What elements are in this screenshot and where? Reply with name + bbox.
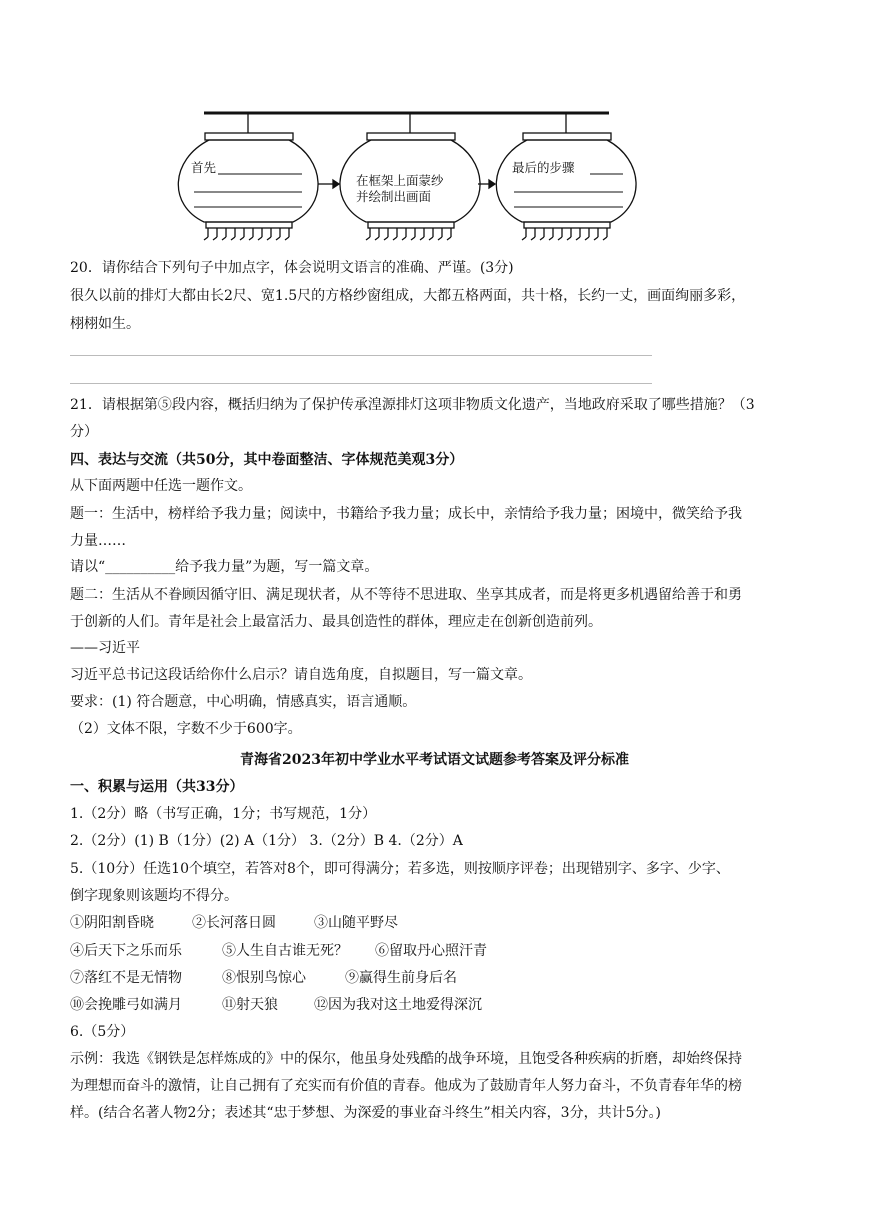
step-middle-line2: 并绘制出画面 xyxy=(356,189,432,204)
answer-1: 1.（2分）略（书写正确，1分；书写规范，1分） xyxy=(70,806,377,822)
fill-answer: ⑥留取丹心照汗青 xyxy=(375,943,487,959)
topic-1-line1: 题一：生活中，榜样给予我力量；阅读中，书籍给予我力量；成长中，亲情给予我力量；困境中，微笑给予我 xyxy=(70,506,742,522)
fill-answer: ④后天下之乐而乐 xyxy=(70,943,182,959)
topic-2-line1: 题二：生活从不眷顾因循守旧、满足现状者，从不等待不思进取、坐享其成者，而是将更多机遇留给善于和勇 xyxy=(70,587,742,603)
section-4-intro: 从下面两题中任选一题作文。 xyxy=(70,478,252,494)
question-20-quote-line1: 很久以前的排灯大都由长2尺、宽1.5尺的方格纱窗组成，大都五格两面，共十格，长约一丈，画面绚丽多彩， xyxy=(70,288,746,304)
fill-answer: ⑪射天狼 xyxy=(222,997,278,1013)
topic-2-line2: 于创新的人们。青年是社会上最富活力、最具创造性的群体，理应走在创新创造前列。 xyxy=(70,614,602,630)
answer-6-line1: 示例：我选《钢铁是怎样炼成的》中的保尔，他虽身处残酷的战争环境，且饱受各种疾病的折磨，却始终保持 xyxy=(70,1051,742,1067)
topic-1-line2: 力量…… xyxy=(70,533,126,549)
answer-6-line2: 为理想而奋斗的激情，让自己拥有了充实而有价值的青春。他成为了鼓励青年人努力奋斗，不负青春年华的榜 xyxy=(70,1078,742,1094)
answer-rule-2 xyxy=(70,383,652,384)
answer-key-title: 青海省2023年初中学业水平考试语文试题参考答案及评分标准 xyxy=(240,752,629,768)
lantern-process-diagram xyxy=(0,0,869,250)
answer-5-line1: 5.（10分）任选10个填空，若答对8个，即可得满分；若多选，则按顺序评卷；出现错别字、多字、少字、 xyxy=(70,861,730,877)
requirement-2: （2）文体不限，字数不少于600字。 xyxy=(70,721,302,737)
question-21-line1: 21．请根据第⑤段内容，概括归纳为了保护传承湟源排灯这项非物质文化遗产，当地政府采取了哪些措施？（3 xyxy=(70,397,755,413)
topic-2-line4: 习近平总书记这段话给你什么启示？请自选角度，自拟题目，写一篇文章。 xyxy=(70,667,532,683)
requirement-1: 要求：(1) 符合题意，中心明确，情感真实，语言通顺。 xyxy=(70,694,417,710)
fill-answer: ⑨赢得生前身后名 xyxy=(345,970,457,986)
lantern-1 xyxy=(178,133,318,240)
answer-6-line3: 样。(结合名著人物2分；表述其“忠于梦想、为深爱的事业奋斗终生”相关内容，3分，共计5分。) xyxy=(70,1105,661,1121)
answer-2-4: 2.（2分）(1) B（1分）(2) A（1分） 3.（2分）B 4.（2分）A xyxy=(70,833,463,849)
step-first-label: 首先 xyxy=(191,160,217,175)
fill-answer: ①阴阳割昏晓 xyxy=(70,915,154,931)
fill-answer: ②长河落日圆 xyxy=(192,915,276,931)
answer-5-line2: 倒字现象则该题均不得分。 xyxy=(70,888,238,904)
answer-6-heading: 6.（5分） xyxy=(70,1024,135,1040)
step-last-label: 最后的步骤 xyxy=(512,160,575,175)
fill-answer: ⑧恨别鸟惊心 xyxy=(222,970,306,986)
lantern-3 xyxy=(496,133,636,240)
question-21-line2: 分） xyxy=(70,424,98,440)
fill-answer: ⑫因为我对这土地爱得深沉 xyxy=(314,997,482,1013)
fill-answer: ⑤人生自古谁无死？ xyxy=(222,943,348,959)
question-20-prompt: 20．请你结合下列句子中加点字，体会说明文语言的准确、严谨。(3分) xyxy=(70,260,514,276)
answer-rule-1 xyxy=(70,355,652,356)
answer-section-1-heading: 一、积累与运用（共33分） xyxy=(70,779,244,795)
question-20-quote-line2: 栩栩如生。 xyxy=(70,316,140,332)
fill-answer: ⑦落红不是无情物 xyxy=(70,970,182,986)
topic-2-attribution: ——习近平 xyxy=(70,640,140,656)
fill-answer: ⑩会挽雕弓如满月 xyxy=(70,997,182,1013)
topic-1-line3: 请以“__________给予我力量”为题，写一篇文章。 xyxy=(70,559,379,575)
fill-answer: ③山随平野尽 xyxy=(314,915,398,931)
step-middle-line1: 在框架上面蒙纱 xyxy=(356,173,444,188)
section-4-heading: 四、表达与交流（共50分，其中卷面整洁、字体规范美观3分） xyxy=(70,452,464,468)
